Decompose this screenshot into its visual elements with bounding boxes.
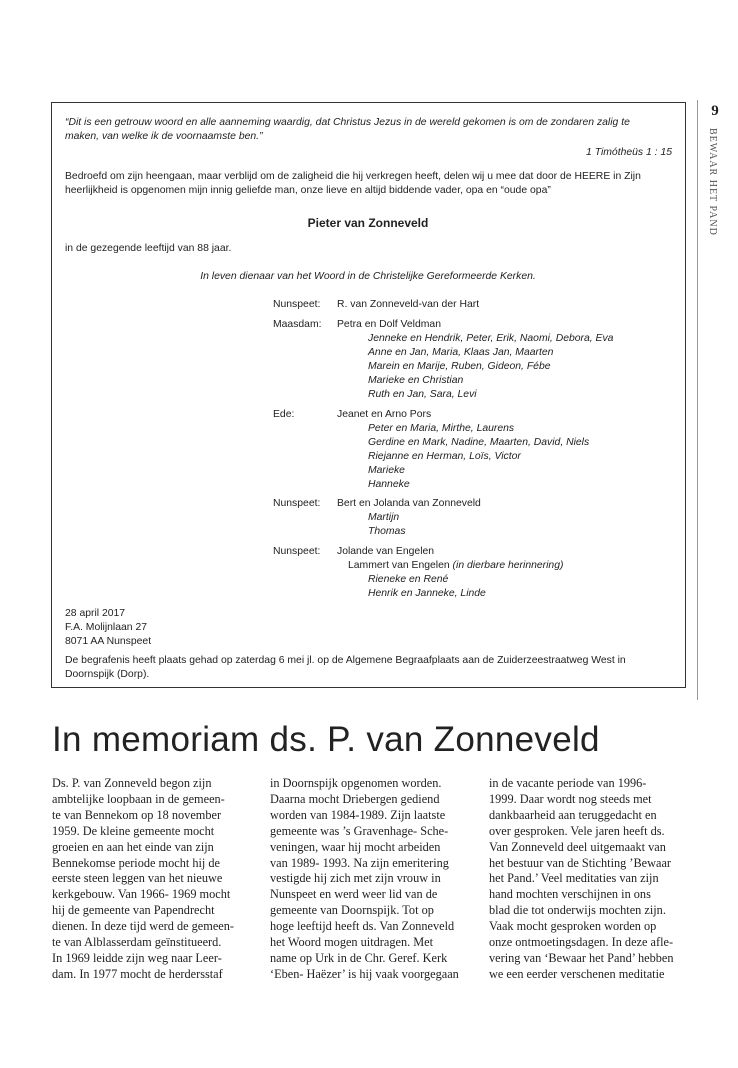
article-line: 1959. De kleine gemeente mocht — [52, 823, 215, 838]
article-line: het Woord mogen uitdragen. Met — [270, 935, 434, 950]
address-line: 8071 AA Nunspeet — [65, 636, 152, 647]
article-line: ambtelijke loopbaan in de gemeen- — [52, 791, 225, 806]
article-line: ‘Eben- Haëzer’ is hij vaak voorgegaan — [270, 966, 459, 981]
quote-reference: 1 Timótheüs 1 : 15 — [586, 147, 672, 158]
grandchildren-line: Jenneke en Hendrik, Peter, Erik, Naomi, Debora, Eva — [368, 333, 614, 344]
grandchildren-line: Gerdine en Mark, Nadine, Maarten, David, Niels — [368, 437, 590, 448]
family-name: Jeanet en Arno Pors — [337, 409, 432, 420]
article-line: hij de gemeente van Papendrecht — [52, 903, 215, 918]
article-line: In 1969 leidde zijn weg naar Leer- — [52, 950, 222, 965]
article-line: Ds. P. van Zonneveld begon zijn — [52, 776, 212, 790]
remembrance-note: (in dierbare herinnering) — [452, 560, 564, 571]
grandchildren-line: Marieke — [368, 465, 405, 476]
address-line: F.A. Molijnlaan 27 — [65, 622, 148, 633]
article-line: het bestuur van de Stichting ’Bewaar — [489, 855, 672, 870]
article-line: kerkgebouw. Van 1966- 1969 mocht — [52, 887, 231, 902]
family-name: Petra en Dolf Veldman — [337, 319, 441, 330]
article-line: dam. In 1977 mocht de herdersstaf — [52, 966, 223, 981]
family-place: Ede: — [273, 409, 295, 420]
deceased-name: Pieter van Zonneveld — [307, 216, 429, 230]
grandchildren-line: Henrik en Janneke, Linde — [368, 588, 486, 599]
article-line: hand mochten verschijnen in ons — [489, 887, 651, 902]
article-line: van 1989- 1993. Na zijn emeritering — [270, 855, 449, 870]
family-name: R. van Zonneveld-van der Hart — [337, 299, 480, 310]
article-line: dienen. In deze tijd werd de gemeen- — [52, 919, 234, 934]
family-place: Nunspeet: — [273, 546, 321, 557]
running-head: BEWAAR HET PAND — [707, 128, 718, 236]
article-line: Van Zonneveld deel uitgemaakt van — [489, 839, 666, 854]
grandchildren-line: Riejanne en Herman, Loïs, Victor — [368, 451, 521, 462]
notice-date: 28 april 2017 — [65, 608, 126, 619]
family-place: Nunspeet: — [273, 498, 321, 509]
grandchildren-line: Ruth en Jan, Sara, Levi — [368, 389, 477, 400]
article-line: te van Alblasserdam geïnstitueerd. — [52, 935, 222, 950]
article-title: In memoriam ds. P. van Zonneveld — [52, 720, 600, 759]
article-line: te van Bennekom op 18 november — [52, 807, 222, 822]
quote-line: “Dit is een getrouw woord en alle aanneming waardig, dat Christus Jezus in de wereld gekomen is om de zondaren zalig te — [65, 117, 630, 128]
article-line: gemeente van Doornspijk. Tot op — [270, 903, 434, 918]
grandchildren-line: Marieke en Christian — [368, 375, 464, 386]
article-line: hoge leeftijd heeft ds. Van Zonneveld — [270, 919, 455, 934]
article-line: het Pand.’ Veel meditaties van zijn — [489, 871, 659, 886]
family-name: Jolande van Engelen — [337, 546, 435, 557]
article-line: gemeente was ’s Gravenhage- Sche- — [270, 823, 449, 838]
grandchildren-line: Martijn — [368, 512, 400, 523]
quote-line: maken, van welke ik de voornaamste ben.” — [65, 131, 263, 142]
remembered-name: Lammert van Engelen — [348, 560, 450, 571]
article-line: Bennekomse periode mocht hij de — [52, 855, 221, 870]
article-line: vestigde hij zich met zijn vrouw in — [270, 871, 441, 886]
grandchildren-line: Marein en Marije, Ruben, Gideon, Fébe — [368, 361, 551, 372]
family-name: Bert en Jolanda van Zonneveld — [337, 498, 481, 509]
article-line: in de vacante periode van 1996- — [489, 776, 647, 790]
article-column-3 — [489, 776, 694, 983]
article-line: veningen, waar hij mocht arbeiden — [270, 839, 441, 854]
service-line: In leven dienaar van het Woord in de Christelijke Gereformeerde Kerken. — [200, 271, 536, 282]
intro-line: Bedroefd om zijn heengaan, maar verblijd om de zaligheid die hij verkregen heeft, delen wij u mee dat door de HEERE in Zijn — [65, 171, 641, 182]
article-line: Daarna mocht Driebergen gediend — [270, 791, 440, 806]
age-line: in de gezegende leeftijd van 88 jaar. — [65, 243, 232, 254]
funeral-line: De begrafenis heeft plaats gehad op zaterdag 6 mei jl. op de Algemene Begraafplaats aan de Zuiderzeestraatweg West in — [65, 655, 626, 666]
article-line: dankbaarheid aan teruggedacht en — [489, 807, 657, 822]
death-notice — [51, 102, 686, 688]
article-line: groeien en aan het einde van zijn — [52, 839, 214, 854]
margin-rule — [697, 100, 698, 700]
grandchildren-line: Thomas — [368, 526, 406, 537]
article-line: onze ontmoetingsdagen. In deze afle- — [489, 935, 674, 950]
article-column-1 — [52, 776, 252, 983]
article-line: 1999. Daar wordt nog steeds met — [489, 791, 652, 806]
article-line: vering van ‘Bewaar het Pand’ hebben — [489, 950, 674, 965]
article-line: blad die tot onderwijs mochten zijn. — [489, 903, 666, 918]
article-line: Vaak mocht gesproken worden op — [489, 919, 657, 934]
article-line: we een eerder verschenen meditatie — [489, 966, 665, 981]
article-line: over gesproken. Vele jaren heeft ds. — [489, 823, 665, 838]
article-line: Nunspeet en werd weer lid van de — [270, 887, 438, 902]
family-place: Nunspeet: — [273, 299, 321, 310]
family-place: Maasdam: — [273, 319, 322, 330]
family-name-remembered — [348, 559, 563, 573]
article-line: name op Urk in de Chr. Geref. Kerk — [270, 950, 448, 965]
article-column-2 — [270, 776, 475, 983]
grandchildren-line: Anne en Jan, Maria, Klaas Jan, Maarten — [368, 347, 554, 358]
intro-line: heerlijkheid is opgenomen mijn innig geliefde man, onze lieve en altijd biddende vader, opa en “oude opa” — [65, 185, 551, 196]
grandchildren-line: Hanneke — [368, 479, 410, 490]
article-line: eerste steen leggen van het nieuwe — [52, 871, 223, 886]
article-line: in Doornspijk opgenomen worden. — [270, 776, 442, 790]
funeral-line: Doornspijk (Dorp). — [65, 669, 150, 680]
grandchildren-line: Peter en Maria, Mirthe, Laurens — [368, 423, 515, 434]
article-line: worden van 1984-1989. Zijn laatste — [270, 807, 446, 822]
grandchildren-line: Rieneke en René — [368, 574, 449, 585]
page-number: 9 — [711, 103, 719, 119]
